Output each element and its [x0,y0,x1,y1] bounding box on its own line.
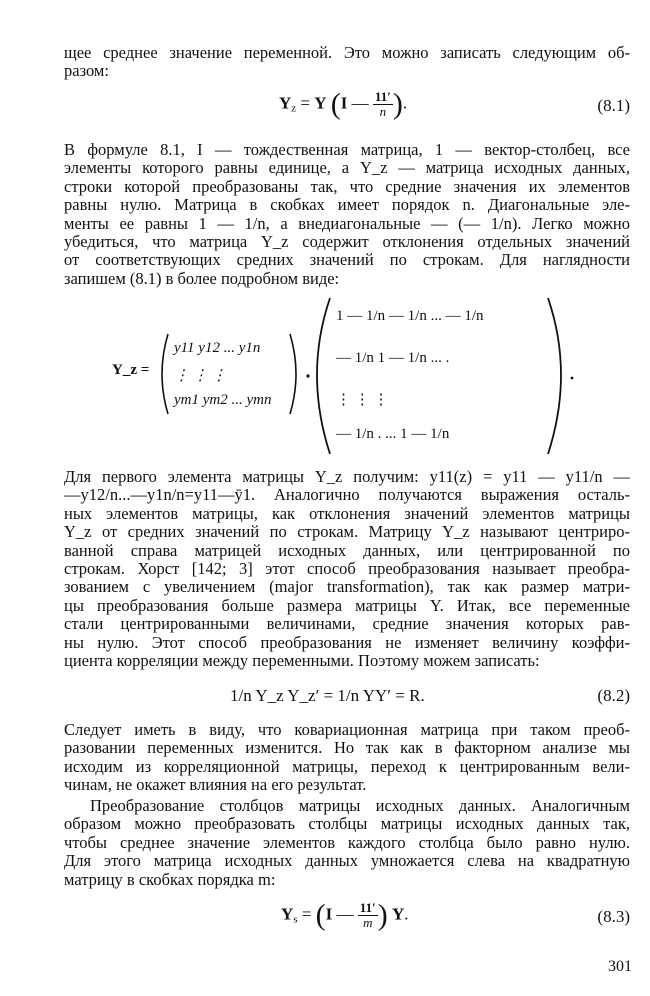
text-line: Для этого матрица исходных данных умножается слева на квадратную [64,851,630,871]
text-line: строки которой преобразованы так, что средние значения их элементов [64,176,630,196]
text-line: разовании переменных изменится. Но так как в факторном анализе мы [64,738,630,758]
equation-body: $Y_z = Y$ (I — $\frac{11'}{n}$ ). [279,87,408,121]
text-line: менты ее равны 1 — 1/n, а внедиагональные — (— 1/n). Легко можно [64,213,630,233]
fraction-denominator: n [379,104,387,119]
fraction-numerator: 11′ [359,900,376,915]
equation-number: (8.2) [597,686,630,705]
text-line: ных элементов матрицы, как отклонения значений элементов матрицы [64,503,630,523]
paragraph-covariance [64,721,630,795]
matrix-left-row: ym1 ym2 ... ymn [174,392,272,408]
equation-number: (8.1) [597,96,630,115]
text-line: от соответствующих средних значений по строкам. Для наглядности [64,250,630,270]
matrix-left-row: ⋮ ⋮ ⋮ [174,368,227,384]
text-line: ванной справа матрицей исходных данных, или центрированной по [64,540,630,560]
text-line: разом: [64,61,109,81]
text-line: исходим из корреляционной матрицы, переход к центрированным вели- [64,756,630,776]
text-line: элементы которого равны единице, а Y_z — матрица исходных данных, [64,158,630,178]
paragraph-first-element [64,468,630,670]
fraction-denominator: m [363,915,373,930]
text-line: —y12/n...—y1n/n=y11—ȳ1. Аналогично получаются выражения осталь- [64,485,630,505]
text-line: В формуле 8.1, I — тождественная матрица, 1 — вектор-столбец, все [64,140,630,159]
text-line: запишем (8.1) в более подробном виде: [64,268,340,288]
matrix-left-row: y11 y12 ... y1n [174,340,261,356]
text-line: Y_z от средних значений по строкам. Матрицу Y_z называют центриро- [64,522,630,542]
text-line: чтобы среднее значение элементов каждого столбца было равно нулю. [64,832,630,852]
text-line: равны нулю. Матрица в скобках имеет порядок n. Диагональные эле- [64,195,630,215]
matrix-lhs: Y_z = [112,362,150,378]
text-line: убедиться, что матрица Y_z содержит отклонения отдельных значений [64,232,630,252]
paragraph-column-transform [64,797,630,889]
matrix-right-row: 1 — 1/n — 1/n ... — 1/n [336,308,484,324]
text-line: зованием с увеличением (major transformation), так как размер матри- [64,577,630,597]
text-line: ны нулю. Этот способ преобразования не изменяет величину коэффи- [64,632,630,652]
equation-number: (8.3) [597,907,630,926]
text-line: матрицу в скобках порядка m: [64,869,276,889]
fraction [373,90,393,119]
equation-8-3 [64,897,630,941]
equation-8-2 [64,686,630,710]
fraction-numerator: 11′ [374,89,391,104]
matrix-right-row: — 1/n . ... 1 — 1/n [336,426,450,442]
paragraph-intro [64,44,630,81]
paragraph-definitions [64,141,630,288]
text-line: щее среднее значение переменной. Это можно записать следующим об- [64,43,630,62]
equation-body: 1/n Y_z Y_z′ = 1/n YY′ = R. [230,686,425,705]
matrix-expression [64,290,630,460]
text-line: стали центрированными величинами, средние значения которых рав- [64,614,630,634]
text-line: строкам. Хорст [142; 3] этот способ преобразования называет преобра- [64,559,630,579]
text-line: циента корреляции между переменными. Поэтому можем записать: [64,651,540,671]
text-line: образом можно преобразовать столбцы матрицы исходных данных так, [64,814,630,834]
text-line: цы преобразования больше размера матрицы Y. Итак, все переменные [64,595,630,615]
equation-body: $Y_s = (I$ — $\frac{11'}{m}$ ) Y. [281,898,409,932]
text-line: Преобразование столбцов матрицы исходных данных. Аналогичным [90,796,630,815]
matrix-right-row: ⋮ ⋮ ⋮ [336,392,389,408]
text-line: чинам, не окажет влияния на его результат. [64,775,367,795]
matrix-right-row: — 1/n 1 — 1/n ... . [336,350,450,366]
text-line: Для первого элемента матрицы Y_z получим: y11(z) = y11 — y11/n — [64,467,630,486]
equation-8-1 [64,88,630,128]
text-line: Следует иметь в виду, что ковариационная матрица при таком преоб- [64,720,630,739]
fraction [358,901,378,930]
page-number: 301 [608,958,632,975]
